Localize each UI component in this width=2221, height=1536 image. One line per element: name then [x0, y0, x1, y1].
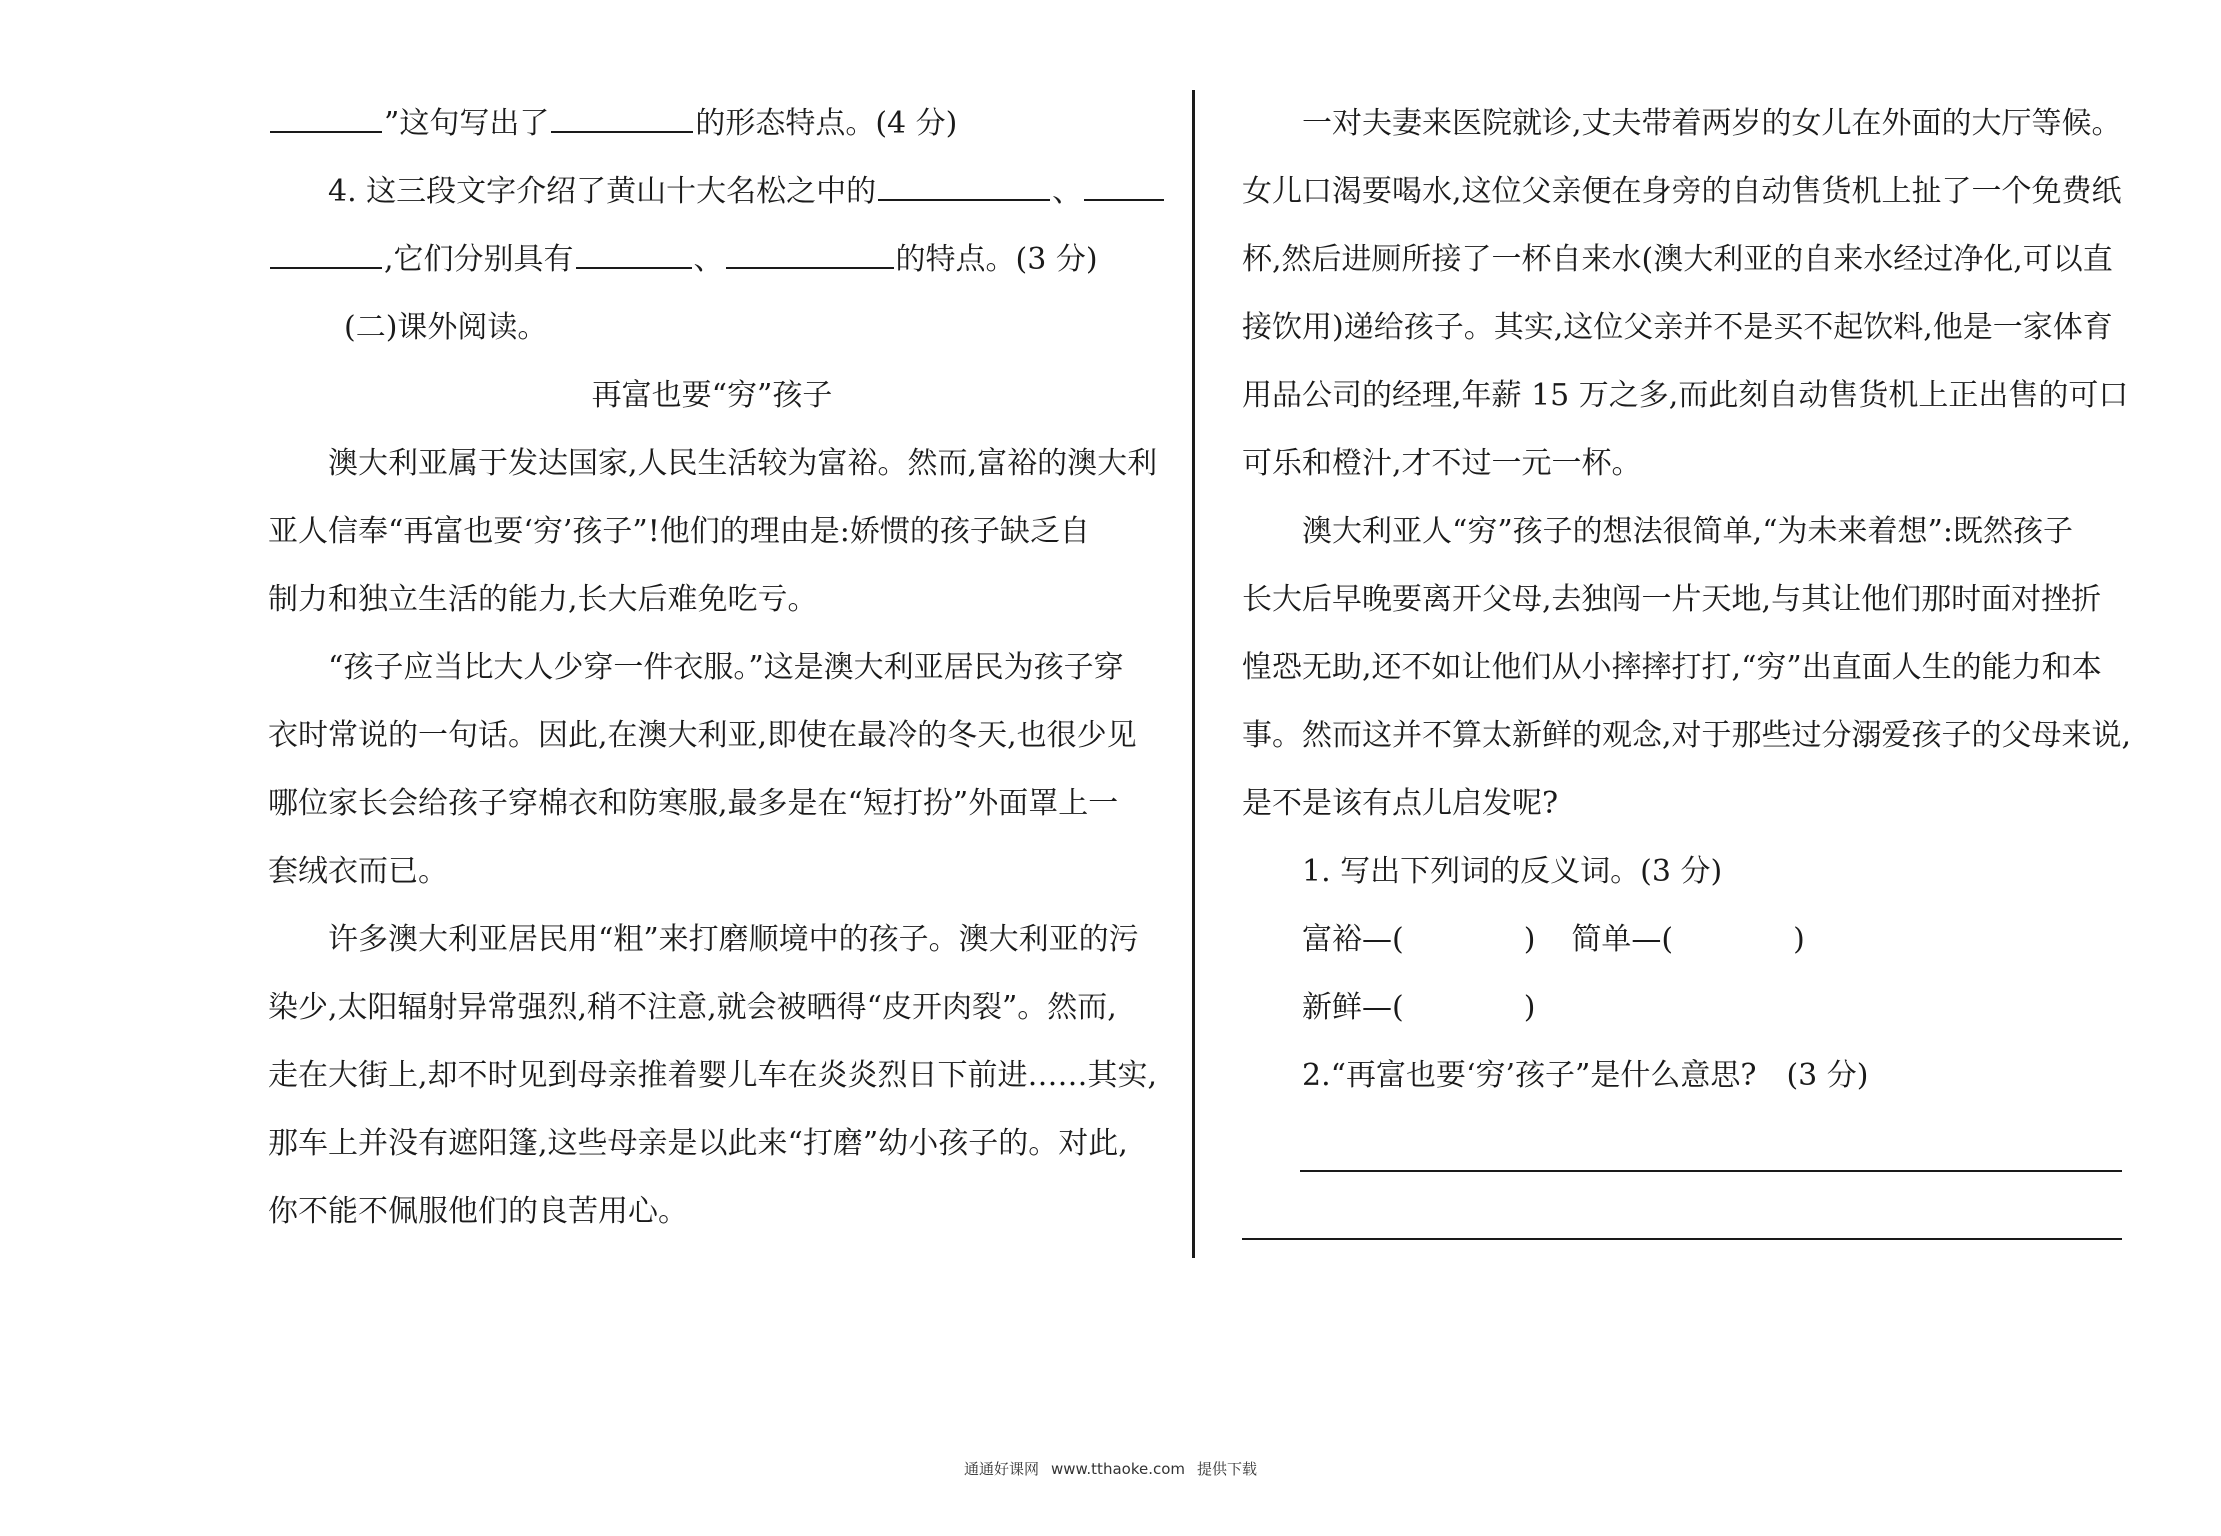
paragraph-line: 事。然而这并不算太新鲜的观念,对于那些过分溺爱孩子的父母来说,	[1242, 718, 2132, 753]
paragraph-line: 染少,太阳辐射异常强烈,稍不注意,就会被晒得“皮开肉裂”。然而,	[268, 990, 1117, 1025]
paragraph-line: 那车上并没有遮阳篷,这些母亲是以此来“打磨”幼小孩子的。对此,	[268, 1126, 1128, 1161]
paragraph-line: 衣时常说的一句话。因此,在澳大利亚,即使在最冷的冬天,也很少见	[268, 718, 1137, 753]
paragraph-line: 套绒衣而已。	[268, 854, 448, 889]
left-column	[268, 90, 1156, 1246]
q4-text-2b: 的特点。(3 分)	[895, 242, 1098, 277]
paragraph-line: 亚人信奉“再富也要‘穷’孩子”!他们的理由是:娇惯的孩子缺乏自	[268, 514, 1090, 549]
answer-blank[interactable]	[270, 227, 382, 269]
paragraph-line: “孩子应当比大人少穿一件衣服。”这是澳大利亚居民为孩子穿	[328, 650, 1124, 685]
answer-blank[interactable]	[1084, 159, 1164, 201]
antonym-prompt-2: 简单—(	[1571, 922, 1674, 957]
antonym-close-3: )	[1523, 990, 1536, 1025]
q4-text-2a: ,它们分别具有	[384, 242, 574, 277]
q2-text: 2.“再富也要‘穷’孩子”是什么意思?	[1302, 1058, 1757, 1093]
q4-text: 4. 这三段文字介绍了黄山十大名松之中的	[328, 174, 877, 209]
answer-blank[interactable]	[576, 227, 692, 269]
article-title: 再富也要“穷”孩子	[591, 378, 833, 413]
answer-line[interactable]	[1300, 1170, 2122, 1172]
paragraph-line: 女儿口渴要喝水,这位父亲便在身旁的自动售货机上扯了一个免费纸	[1242, 174, 2122, 209]
q4-sep: 、	[1052, 174, 1083, 209]
question-4-line-1	[268, 158, 1156, 226]
paragraph-line: 澳大利亚人“穷”孩子的想法很简单,“为未来着想”:既然孩子	[1302, 514, 2073, 549]
paragraph-line: 长大后早晚要离开父母,去独闯一片天地,与其让他们那时面对挫折	[1242, 582, 2102, 617]
question-1: 1. 写出下列词的反义词。(3 分)	[1302, 854, 1723, 889]
footer-site-name: 通通好课网	[963, 1460, 1039, 1478]
answer-blank[interactable]	[270, 91, 382, 133]
q4-sep2: 、	[693, 242, 724, 277]
answer-blank[interactable]	[551, 91, 693, 133]
footer-suffix: 提供下载	[1197, 1460, 1258, 1478]
paragraph-line: 接饮用)递给孩子。其实,这位父亲并不是买不起饮料,他是一家体育	[1242, 310, 2113, 345]
answer-line[interactable]	[1242, 1238, 2122, 1240]
question-2	[1242, 1042, 2122, 1110]
paragraph-line: 是不是该有点儿启发呢?	[1242, 786, 1559, 821]
answer-blank[interactable]	[878, 159, 1050, 201]
paragraph-line: 你不能不佩服他们的良苦用心。	[268, 1194, 688, 1229]
q2-score: (3 分)	[1786, 1058, 1869, 1093]
antonym-row-2	[1242, 974, 2122, 1042]
paragraph-line: 可乐和橙汁,才不过一元一杯。	[1242, 446, 1642, 481]
section-heading: (二)课外阅读。	[344, 310, 548, 345]
question-4-line-2	[268, 226, 1156, 294]
q3-text-a: ”这句写出了	[384, 106, 550, 141]
antonym-prompt-3: 新鲜—(	[1302, 990, 1404, 1025]
paragraph-line: 制力和独立生活的能力,长大后难免吃亏。	[268, 582, 818, 617]
antonym-prompt-1: 富裕—(	[1302, 922, 1404, 957]
paragraph-line: 澳大利亚属于发达国家,人民生活较为富裕。然而,富裕的澳大利	[328, 446, 1158, 481]
antonym-close-1: )	[1523, 922, 1536, 957]
column-divider	[1192, 90, 1195, 1258]
antonym-row-1	[1242, 906, 2122, 974]
paragraph-line: 许多澳大利亚居民用“粗”来打磨顺境中的孩子。澳大利亚的污	[328, 922, 1139, 957]
paragraph-line: 用品公司的经理,年薪 15 万之多,而此刻自动售货机上正出售的可口	[1242, 378, 2129, 413]
q3-text-b: 的形态特点。(4 分)	[695, 106, 958, 141]
paragraph-line: 杯,然后进厕所接了一杯自来水(澳大利亚的自来水经过净化,可以直	[1242, 242, 2113, 277]
page-footer	[0, 1458, 2221, 1479]
footer-url[interactable]: www.tthaoke.com	[1050, 1460, 1186, 1478]
question-3-tail	[268, 90, 1156, 158]
paragraph-line: 一对夫妻来医院就诊,丈夫带着两岁的女儿在外面的大厅等候。	[1302, 106, 2122, 141]
paragraph-line: 惶恐无助,还不如让他们从小摔摔打打,“穷”出直面人生的能力和本	[1242, 650, 2102, 685]
answer-blank[interactable]	[726, 227, 894, 269]
paragraph-line: 走在大街上,却不时见到母亲推着婴儿车在炎炎烈日下前进……其实,	[268, 1058, 1158, 1093]
paragraph-line: 哪位家长会给孩子穿棉衣和防寒服,最多是在“短打扮”外面罩上一	[268, 786, 1119, 821]
right-column	[1242, 90, 2132, 1110]
antonym-close-2: )	[1793, 922, 1805, 957]
